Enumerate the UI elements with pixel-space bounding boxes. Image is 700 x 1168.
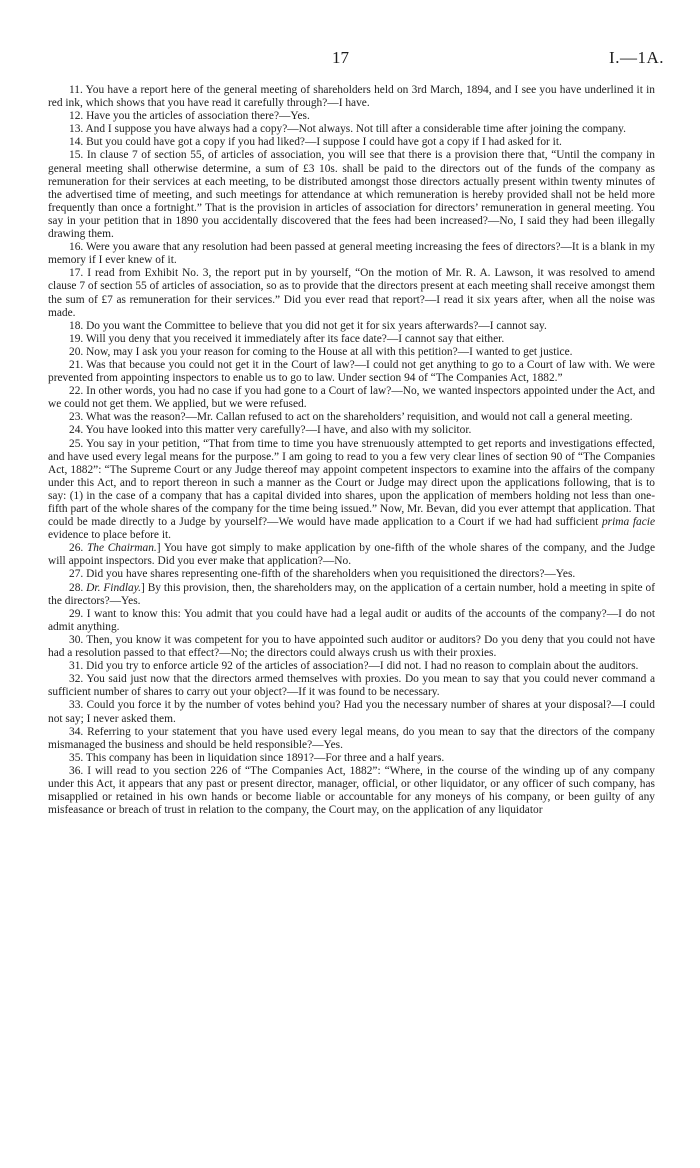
paragraph: 32. You said just now that the directors armed themselves with proxies. Do you mean to say that you could never command a sufficient number of shares to carry out your object?—If it was found to be necessary. <box>48 673 655 699</box>
paragraph: 25. You say in your petition, “That from time to time you have strenuously attempted to get reports and investigations effected, and have used every legal means for the purpose.” I am going to read to you a few very clear lines of section 90 of “The Companies Act, 1882”: “The Supreme Court or any Judge thereof may appoint competent inspectors to examine into the affairs of the company under this Act, and to report thereon in such a manner as the Court or Judge may direct upon the applications following, that is to say: (1) in the case of a company that has a capital divided into shares, upon the application of members holding not less than one-fifth part of the whole shares of the company for the time being issued.” Now, Mr. Bevan, did you ever attempt that application. That could be made directly to a Judge by yourself?—We would have made application to a Court if we had had sufficient prima facie evidence to place before it. <box>48 437 655 542</box>
paragraph: 15. In clause 7 of section 55, of articles of association, you will see that there is a provision there that, “Until the company in general meeting shall otherwise determine, a sum of £3 10s. shall be paid to the directors out of the funds of the company as remuneration for their services at each meeting, to be distributed amongst those directors actually present within twenty minutes of the advertised time of meeting, and such meetings for attendance at which remuneration is hereby provided shall not be held more frequently than once a fortnight.” That is the provision in articles of association for directors’ remuneration in general meeting. You say in your petition that in 1890 you accidentally discovered that the fees had been increased?—No, I said they had been illegally drawing them. <box>48 149 655 241</box>
paragraph: 22. In other words, you had no case if you had gone to a Court of law?—No, we wanted inspectors appointed under the Act, and we could not get them. We applied, but we were refused. <box>48 385 655 411</box>
paragraph: 13. And I suppose you have always had a copy?—Not always. Not till after a considerable time after joining the company. <box>69 123 626 136</box>
paragraph: 33. Could you force it by the number of votes behind you? Had you the necessary number of shares at your disposal?—I could not say; I never asked them. <box>48 699 655 725</box>
testimony-body <box>48 84 655 817</box>
paragraph: 20. Now, may I ask you your reason for coming to the House at all with this petition?—I wanted to get justice. <box>69 345 573 358</box>
paragraph: 14. But you could have got a copy if you had liked?—I suppose I could have got a copy if I had asked for it. <box>69 136 562 149</box>
paragraph: 17. I read from Exhibit No. 3, the report put in by yourself, “On the motion of Mr. R. A. Lawson, it was resolved to amend clause 7 of section 55 of articles of association, so as to provide that the directors present at each meeting shall receive amongst them the sum of £7 as remuneration for their services.” Did you ever read that report?—I read it six years after, when all the noise was made. <box>48 267 655 319</box>
page-header <box>0 48 700 72</box>
paragraph: 24. You have looked into this matter very carefully?—I have, and also with my solicitor. <box>69 424 472 437</box>
paragraph: 35. This company has been in liquidation since 1891?—For three and a half years. <box>69 751 445 764</box>
paragraph: 34. Referring to your statement that you have used every legal means, do you mean to say that the directors of the company mismanaged the business and should be held responsible?—Yes. <box>48 725 655 751</box>
paragraph: 31. Did you try to enforce article 92 of the articles of association?—I did not. I had no reason to complain about the auditors. <box>69 660 639 673</box>
paragraph: 28. Dr. Findlay.] By this provision, then, the shareholders may, on the application of a certain number, hold a meeting in spite of the directors?—Yes. <box>48 581 655 607</box>
page-number: 17 <box>332 48 349 67</box>
paragraph: 19. Will you deny that you received it immediately after its face date?—I cannot say that either. <box>69 332 505 345</box>
paragraph: 16. Were you aware that any resolution had been passed at general meeting increasing the fees of directors?—It is a blank in my memory if I ever knew of it. <box>48 241 655 267</box>
paragraph: 21. Was that because you could not get it in the Court of law?—I could not get anything to go to a Court of law with. We were prevented from appointing inspectors to enable us to go to law. Under section 94 of “The Companies Act, 1882.” <box>48 358 655 385</box>
italic-phrase: prima facie <box>601 516 655 529</box>
paragraph: 18. Do you want the Committee to believe that you did not get it for six years afterwards?—I cannot say. <box>69 319 547 332</box>
paragraph: 11. You have a report here of the general meeting of shareholders held on 3rd March, 1894, and I see you have underlined it in red ink, which shows that you have read it carefully through?—I have. <box>48 84 655 110</box>
italic-phrase: Dr. Findlay. <box>86 581 141 594</box>
paragraph: 26. The Chairman.] You have got simply to make application by one-fifth of the whole shares of the company, and the Judge will appoint inspectors. Did you ever make that application?—No. <box>48 542 656 568</box>
paragraph: 23. What was the reason?—Mr. Callan refused to act on the shareholders’ requisition, and would not call a general meeting. <box>69 411 633 424</box>
document-reference: I.—1A. <box>609 48 664 67</box>
paragraph: 27. Did you have shares representing one-fifth of the shareholders when you requisitioned the directors?—Yes. <box>69 568 576 581</box>
italic-phrase: The Chairman. <box>86 542 157 555</box>
paragraph: 36. I will read to you section 226 of “The Companies Act, 1882”: “Where, in the course of the winding up of any company under this Act, it appears that any past or present director, manager, official, or other liquidator, or any officer of such company, has misapplied or retained in his own hands or become liable or accountable for any moneys of his company, or been guilty of any misfeasance or breach of trust in relation to the company, the Court may, on the application of any liquidator <box>48 764 655 817</box>
paragraph: 30. Then, you know it was competent for you to have appointed such auditor or auditors? Do you deny that you could not have had a resolution passed to that effect?—No; the directors could always crush us with their proxies. <box>48 633 655 660</box>
paragraph: 29. I want to know this: You admit that you could have had a legal audit or audits of the accounts of the company?—I do not admit anything. <box>48 607 655 633</box>
paragraph: 12. Have you the articles of association there?—Yes. <box>69 110 310 123</box>
